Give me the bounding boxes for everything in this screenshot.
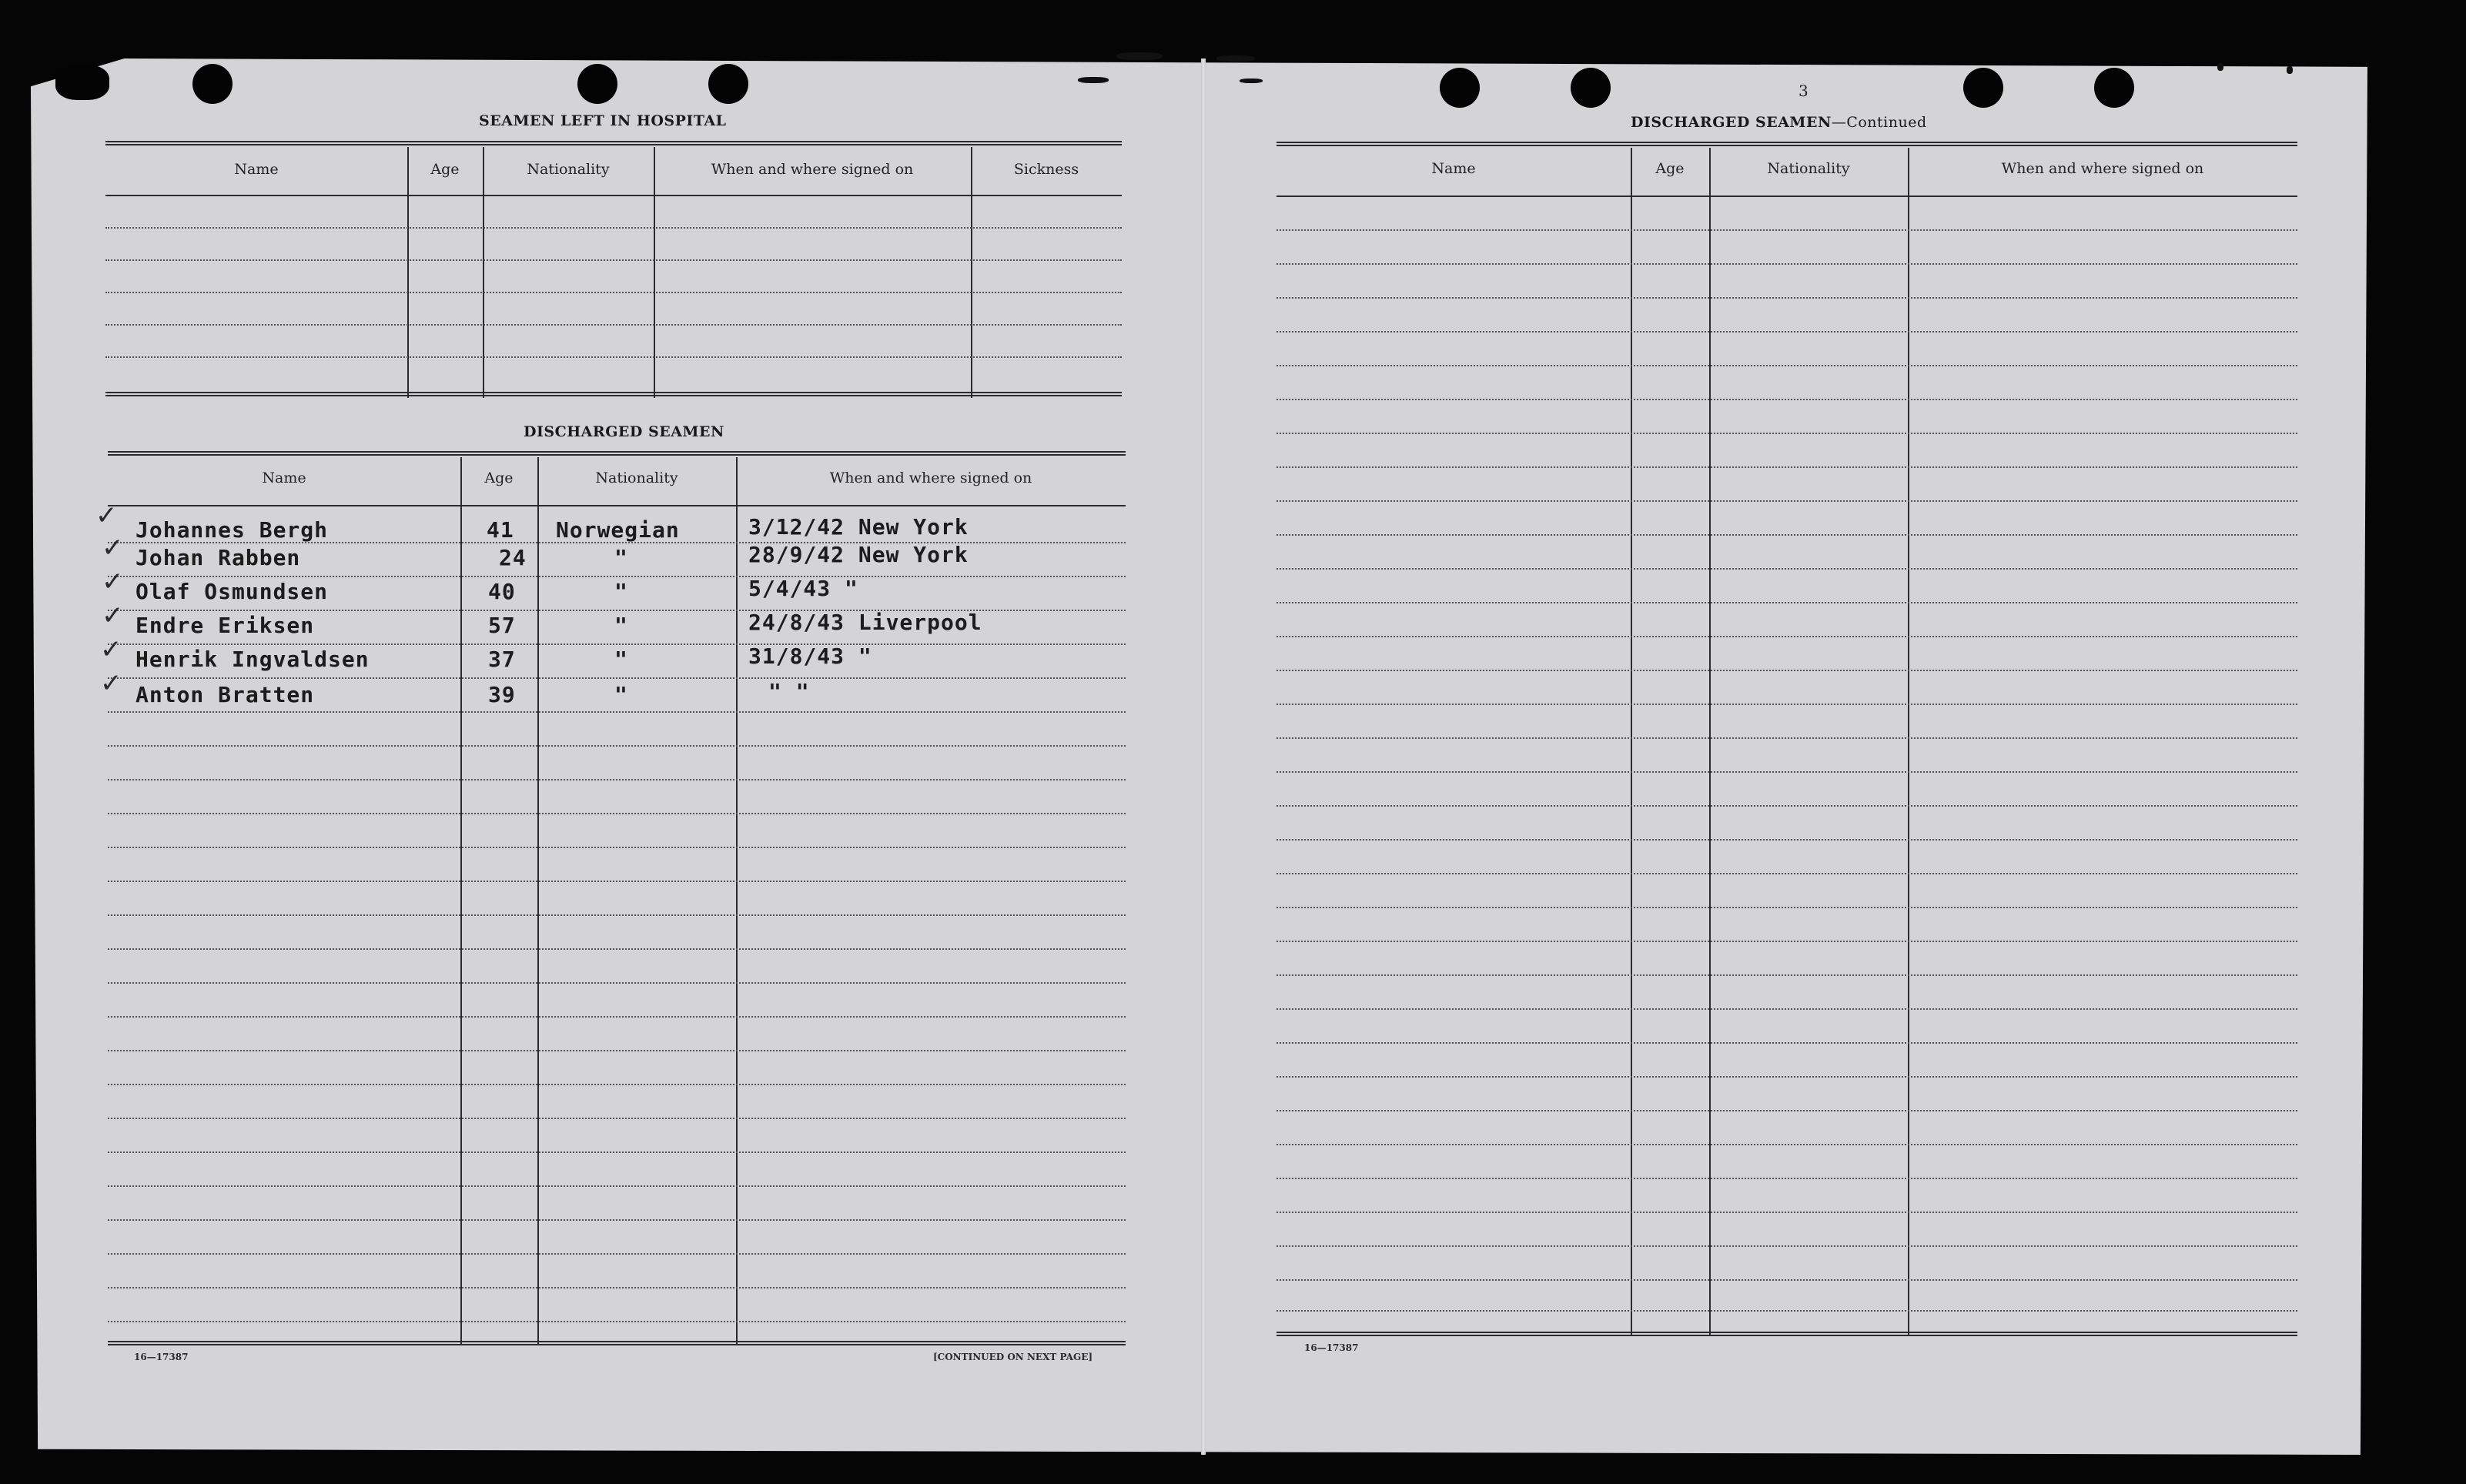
table-top-rule <box>108 451 1126 456</box>
row-rule <box>1276 771 2297 773</box>
discharged-continued-title <box>1631 114 1927 131</box>
row-rule <box>1276 907 2297 908</box>
scan-speck <box>2217 63 2223 71</box>
row-signed-on: " " <box>768 679 810 704</box>
row-rule <box>1276 297 2297 299</box>
row-rule <box>1276 466 2297 468</box>
row-rule <box>1276 568 2297 570</box>
header-nationality: Nationality <box>1767 160 1850 177</box>
row-name: Endre Eriksen <box>136 613 315 638</box>
header-name: Name <box>234 161 279 178</box>
row-rule <box>105 324 1122 326</box>
check-mark: ✓ <box>102 533 124 563</box>
row-rule <box>1276 1178 2297 1179</box>
row-rule <box>1276 974 2297 976</box>
row-rule <box>105 259 1122 261</box>
check-mark: ✓ <box>95 500 118 531</box>
scan-speck <box>1078 77 1109 83</box>
column-rule <box>483 147 484 398</box>
discharged-section-title: DISCHARGED SEAMEN <box>524 423 724 440</box>
punch-hole <box>2094 68 2134 108</box>
row-signed-on: 5/4/43 " <box>748 576 858 601</box>
row-rule <box>105 292 1122 293</box>
header-age: Age <box>1655 160 1685 177</box>
row-signed-on: 31/8/43 " <box>748 643 872 669</box>
row-rule <box>1276 1144 2297 1145</box>
scan-speck <box>2287 66 2293 74</box>
punch-hole <box>577 64 617 104</box>
row-nationality: Norwegian <box>556 517 680 543</box>
table-bottom-rule <box>105 392 1122 396</box>
header-rule <box>1276 196 2297 197</box>
continued-note: [CONTINUED ON NEXT PAGE] <box>933 1352 1093 1362</box>
row-signed-on: 28/9/42 New York <box>748 542 969 567</box>
row-rule <box>1276 365 2297 366</box>
row-rule <box>108 643 1126 645</box>
discharged-table <box>95 451 1126 1344</box>
scan-speck <box>1240 79 1263 83</box>
row-rule <box>108 1118 1126 1119</box>
column-rule <box>407 147 409 398</box>
row-rule <box>1276 500 2297 502</box>
row-rule <box>108 677 1126 679</box>
header-rule <box>105 195 1122 196</box>
row-rule <box>108 1084 1126 1085</box>
row-nationality: " <box>614 579 628 604</box>
column-rule <box>537 457 539 1344</box>
row-nationality: " <box>614 545 628 570</box>
page-number: 3 <box>1798 82 1809 100</box>
row-rule <box>108 948 1126 950</box>
row-name: Johannes Bergh <box>136 517 329 543</box>
row-rule <box>1276 1310 2297 1312</box>
hospital-table <box>105 141 1122 403</box>
row-rule <box>1276 229 2297 231</box>
row-rule <box>108 1185 1126 1187</box>
row-rule <box>1276 636 2297 637</box>
row-rule <box>1276 1245 2297 1247</box>
title-main: DISCHARGED SEAMEN <box>1631 114 1832 131</box>
row-signed-on: 24/8/43 Liverpool <box>748 610 982 635</box>
row-name: Johan Rabben <box>136 545 301 570</box>
row-name: Anton Bratten <box>136 682 315 707</box>
row-rule <box>1276 534 2297 536</box>
punch-hole <box>1440 68 1480 108</box>
row-rule <box>1276 1042 2297 1044</box>
header-name: Name <box>262 470 306 486</box>
row-rule <box>1276 704 2297 705</box>
punch-hole <box>192 64 233 104</box>
row-rule <box>1276 331 2297 333</box>
row-rule <box>1276 737 2297 739</box>
row-rule <box>108 813 1126 814</box>
row-name: Henrik Ingvaldsen <box>136 647 370 672</box>
column-rule <box>1709 148 1711 1336</box>
row-signed-on: 3/12/42 New York <box>748 514 969 540</box>
header-signed-on: When and where signed on <box>2001 160 2204 177</box>
check-mark: ✓ <box>100 634 122 665</box>
row-age: 41 <box>487 517 514 543</box>
check-mark: ✓ <box>100 668 122 699</box>
header-name: Name <box>1431 160 1476 177</box>
row-nationality: " <box>614 613 628 638</box>
column-rule <box>971 147 972 398</box>
check-mark: ✓ <box>102 567 124 597</box>
row-rule <box>1276 1212 2297 1213</box>
title-suffix: —Continued <box>1831 114 1927 131</box>
row-rule <box>1276 1110 2297 1111</box>
row-rule <box>105 227 1122 229</box>
check-mark: ✓ <box>102 600 124 631</box>
row-age: 24 <box>499 545 527 570</box>
row-rule <box>108 779 1126 780</box>
column-rule <box>1631 148 1632 1336</box>
header-rule <box>108 505 1126 506</box>
header-age: Age <box>430 161 460 178</box>
form-number: 16—17387 <box>134 1352 189 1362</box>
row-rule <box>108 1050 1126 1051</box>
header-sickness: Sickness <box>1013 161 1079 178</box>
row-rule <box>108 914 1126 916</box>
hospital-section-title: SEAMEN LEFT IN HOSPITAL <box>479 112 727 129</box>
column-rule <box>1908 148 1909 1336</box>
discharged-continued-table <box>1276 142 2297 1336</box>
row-rule <box>108 1321 1126 1322</box>
row-nationality: " <box>614 647 628 672</box>
form-number: 16—17387 <box>1304 1342 1359 1353</box>
page-fold <box>1201 58 1206 1455</box>
table-bottom-rule <box>108 1341 1126 1345</box>
header-signed-on: When and where signed on <box>711 161 914 178</box>
column-rule <box>460 457 462 1344</box>
row-age: 37 <box>488 647 516 672</box>
row-age: 57 <box>488 613 516 638</box>
row-nationality: " <box>614 682 628 707</box>
row-rule <box>1276 1008 2297 1010</box>
scan-speck <box>1216 55 1255 62</box>
punch-hole <box>1963 68 2003 108</box>
row-rule <box>108 1151 1126 1153</box>
punch-hole <box>708 64 748 104</box>
row-rule <box>108 847 1126 848</box>
table-bottom-rule <box>1276 1332 2297 1336</box>
scan-speck <box>1116 52 1163 60</box>
row-age: 40 <box>488 579 516 604</box>
row-rule <box>108 1016 1126 1018</box>
row-rule <box>1276 263 2297 265</box>
row-rule <box>108 711 1126 713</box>
row-rule <box>1276 1076 2297 1078</box>
row-rule <box>108 1253 1126 1255</box>
row-rule <box>1276 941 2297 942</box>
row-rule <box>108 576 1126 577</box>
punch-hole <box>1571 68 1611 108</box>
row-rule <box>105 356 1122 358</box>
row-rule <box>108 1219 1126 1221</box>
row-rule <box>1276 839 2297 841</box>
header-signed-on: When and where signed on <box>829 470 1032 486</box>
row-rule <box>1276 399 2297 400</box>
header-nationality: Nationality <box>595 470 678 486</box>
row-name: Olaf Osmundsen <box>136 579 329 604</box>
row-rule <box>1276 873 2297 874</box>
row-rule <box>108 881 1126 882</box>
row-rule <box>108 745 1126 747</box>
table-top-rule <box>1276 142 2297 146</box>
row-rule <box>108 982 1126 984</box>
table-top-rule <box>105 141 1122 145</box>
punch-hole <box>55 65 109 100</box>
row-rule <box>1276 602 2297 603</box>
row-age: 39 <box>488 682 516 707</box>
header-nationality: Nationality <box>527 161 610 178</box>
row-rule <box>1276 1279 2297 1281</box>
header-age: Age <box>484 470 514 486</box>
row-rule <box>1276 805 2297 807</box>
column-rule <box>736 457 738 1344</box>
row-rule <box>1276 670 2297 671</box>
row-rule <box>108 1287 1126 1288</box>
column-rule <box>654 147 655 398</box>
row-rule <box>1276 433 2297 434</box>
